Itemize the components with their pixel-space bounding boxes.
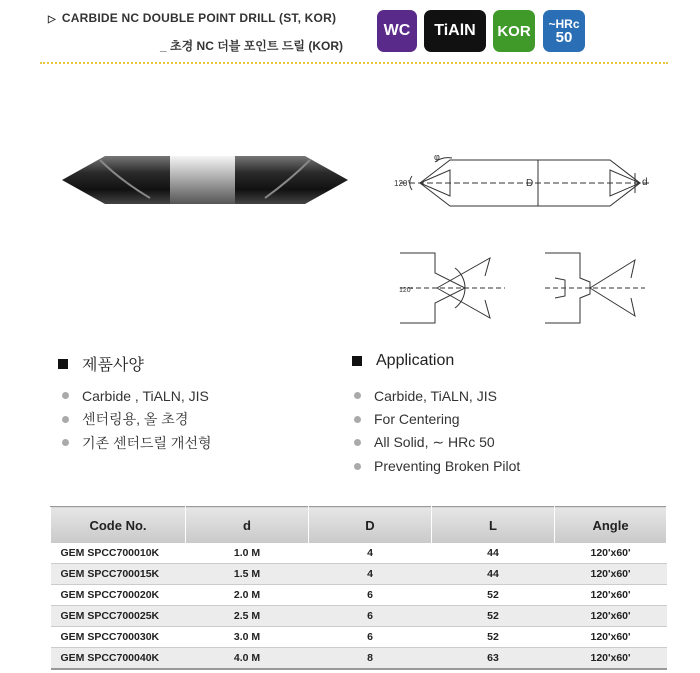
application-list [354, 384, 520, 478]
dotted-divider [40, 62, 668, 64]
d-label: d [642, 177, 648, 188]
page-subtitle: _ 초경 NC 더블 포인트 드릴 (KOR) [160, 39, 343, 53]
cell-angle: 120'x60' [555, 585, 667, 606]
cell-d: 2.5 M [186, 606, 309, 627]
cell-d: 4.0 M [186, 648, 309, 670]
D-label: D [526, 178, 534, 189]
cell-d: 3.0 M [186, 627, 309, 648]
cell-code: GEM SPCC700040K [51, 648, 186, 670]
table-row [51, 585, 667, 606]
cell-code: GEM SPCC700020K [51, 585, 186, 606]
cell-L: 52 [432, 585, 555, 606]
col-d: d [186, 507, 309, 544]
application-heading: Application [352, 352, 454, 370]
cell-L: 52 [432, 606, 555, 627]
table-header-row [51, 507, 667, 544]
cell-D: 6 [309, 585, 432, 606]
cell-D: 6 [309, 606, 432, 627]
cell-angle: 120'x60' [555, 627, 667, 648]
drill-dimension-drawing [390, 148, 660, 218]
table-row [51, 627, 667, 648]
hrc-value: 50 [555, 29, 573, 46]
table-row [51, 648, 667, 670]
bullet-icon [354, 439, 361, 446]
page-title: ▷ CARBIDE NC DOUBLE POINT DRILL (ST, KOR) [48, 11, 337, 25]
cell-code: GEM SPCC700015K [51, 564, 186, 585]
cell-code: GEM SPCC700025K [51, 606, 186, 627]
kor-badge: KOR [493, 10, 535, 52]
tialn-badge: TiAlN [424, 10, 486, 52]
hrc-label: ~HRc [548, 17, 580, 31]
cell-angle: 120'x60' [555, 648, 667, 670]
cell-D: 4 [309, 543, 432, 564]
col-D: D [309, 507, 432, 544]
table-row [51, 564, 667, 585]
square-bullet-icon [58, 359, 68, 369]
cell-angle: 120'x60' [555, 564, 667, 585]
list-item: For Centering [354, 408, 520, 432]
col-code: Code No. [51, 507, 186, 544]
features-list [62, 384, 212, 455]
list-item: All Solid, ∼ HRc 50 [354, 431, 520, 455]
cell-d: 2.0 M [186, 585, 309, 606]
wc-badge: WC [377, 10, 417, 52]
list-item: Carbide , TiALN, JIS [62, 384, 212, 408]
angle-label-2: 120° [399, 287, 414, 294]
hrc-badge [543, 10, 585, 52]
cell-D: 8 [309, 648, 432, 670]
bullet-icon [354, 392, 361, 399]
list-item: 기존 센터드릴 개선형 [62, 431, 212, 455]
cell-d: 1.0 M [186, 543, 309, 564]
cell-L: 63 [432, 648, 555, 670]
bullet-icon [354, 416, 361, 423]
cell-angle: 120'x60' [555, 543, 667, 564]
col-L: L [432, 507, 555, 544]
cell-code: GEM SPCC700030K [51, 627, 186, 648]
list-item: Carbide, TiALN, JIS [354, 384, 520, 408]
features-heading: 제품사양 [58, 352, 144, 375]
table-row [51, 606, 667, 627]
triangle-right-icon: ▷ [48, 14, 56, 25]
cell-angle: 120'x60' [555, 606, 667, 627]
spec-table [50, 506, 667, 670]
phi-label: φ [434, 152, 440, 162]
cell-D: 4 [309, 564, 432, 585]
col-angle: Angle [555, 507, 667, 544]
cell-L: 52 [432, 627, 555, 648]
cell-D: 6 [309, 627, 432, 648]
bullet-icon [62, 392, 69, 399]
list-item: Preventing Broken Pilot [354, 455, 520, 479]
bullet-icon [354, 463, 361, 470]
cell-code: GEM SPCC700010K [51, 543, 186, 564]
bullet-icon [62, 439, 69, 446]
square-bullet-icon [352, 356, 362, 366]
cell-L: 44 [432, 543, 555, 564]
list-item: 센터링용, 올 초경 [62, 408, 212, 432]
cell-d: 1.5 M [186, 564, 309, 585]
cell-L: 44 [432, 564, 555, 585]
drill-image [60, 150, 350, 210]
table-row [51, 543, 667, 564]
centering-diagram [395, 248, 655, 328]
bullet-icon [62, 416, 69, 423]
angle-label: 120° [394, 179, 411, 188]
